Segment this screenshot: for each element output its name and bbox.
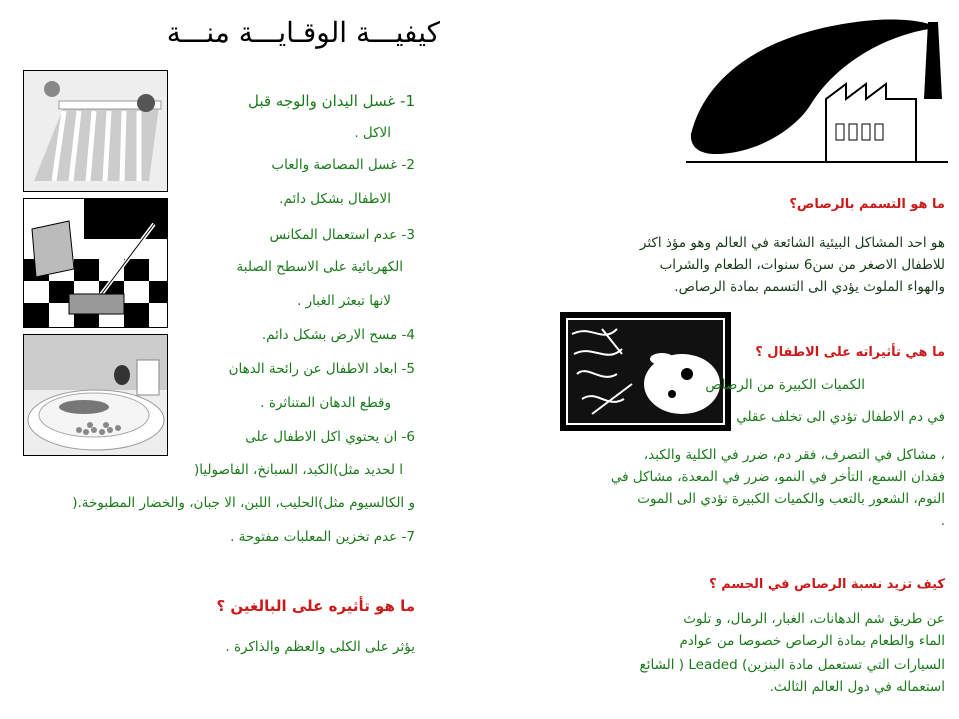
increase-line: السيارات التي تستعمل مادة البنزين) Leaded ( الشائع — [639, 657, 945, 673]
effects-line: الكميات الكبيرة من الرصاص — [705, 377, 865, 393]
prevention-line: 3- عدم استعمال المكانس — [269, 227, 415, 243]
adults-heading: ما هو تأثيره على البالغين ؟ — [216, 597, 415, 615]
effects-line: فقدان السمع، التأخر في النمو، ضرر في المعدة، مشاكل في — [610, 469, 945, 485]
what-is-line: والهواء الملوث يؤدي الى التسمم بمادة الرصاص. — [674, 279, 945, 295]
lead-paint-illustration — [560, 312, 731, 431]
adults-text: يؤثر على الكلى والعظم والذاكرة . — [225, 639, 415, 655]
prevention-line: ا لحديد مثل)الكبد، السبانخ، الفاصوليا( — [193, 462, 403, 478]
effects-line: النوم، الشعور بالتعب والكميات الكبيرة تؤدي الى الموت — [637, 491, 945, 507]
effects-heading: ما هي تأثيراته على الاطفال ؟ — [755, 345, 945, 360]
effects-line: . — [940, 513, 945, 529]
prevention-line: 2- غسل المصاصة والعاب — [271, 157, 415, 173]
prevention-line: وقطع الدهان المتناثرة . — [260, 395, 391, 411]
what-is-heading: ما هو التسمم بالرصاص؟ — [789, 197, 945, 212]
increase-line: عن طريق شم الدهانات، الغبار، الرمال، و تلوث — [683, 611, 945, 627]
prevention-line: 6- ان يحتوي اكل الاطفال على — [245, 429, 415, 445]
factory-smoke-illustration — [686, 14, 948, 164]
increase-line: استعماله في دول العالم الثالث. — [769, 679, 945, 695]
prevention-line: 4- مسح الارض بشكل دائم. — [261, 327, 415, 343]
prevention-line: 1- غسل اليدان والوجه قبل — [247, 92, 415, 110]
crib-illustration — [23, 70, 168, 192]
prevention-line: و الكالسيوم مثل)الحليب، اللبن، الا جبان، والخضار المطبوخة.( — [72, 495, 415, 511]
prevention-line: لانها تبعثر الغبار . — [297, 293, 391, 309]
food-plate-illustration — [23, 334, 168, 456]
prevention-line: 7- عدم تخزين المعلبات مفتوحة . — [230, 529, 415, 545]
page-title: كيفيـــة الوقـايـــة منـــة — [166, 16, 440, 49]
what-is-line: للاطفال الاصغر من سن6 سنوات، الطعام والشراب — [659, 257, 945, 273]
prevention-line: الاطفال بشكل دائم. — [279, 191, 391, 207]
what-is-line: هو احد المشاكل البيئية الشائعة في العالم وهو مؤذ اكثر — [639, 235, 945, 251]
increase-heading: كيف تزيد نسبة الرصاص في الجسم ؟ — [709, 577, 945, 592]
increase-line: الماء والطعام بمادة الرصاص خصوصا من عوادم — [679, 633, 945, 649]
effects-line: ، مشاكل في التصرف، فقر دم، ضرر في الكلية والكبد، — [643, 447, 945, 463]
prevention-line: الاكل . — [354, 125, 391, 141]
effects-line: في دم الاطفال تؤدي الى تخلف عقلي — [736, 409, 945, 425]
mopping-floor-illustration — [23, 198, 168, 328]
prevention-line: 5- ابعاد الاطفال عن رائحة الدهان — [228, 361, 415, 377]
prevention-line: الكهربائية على الاسطح الصلبة — [236, 259, 403, 275]
